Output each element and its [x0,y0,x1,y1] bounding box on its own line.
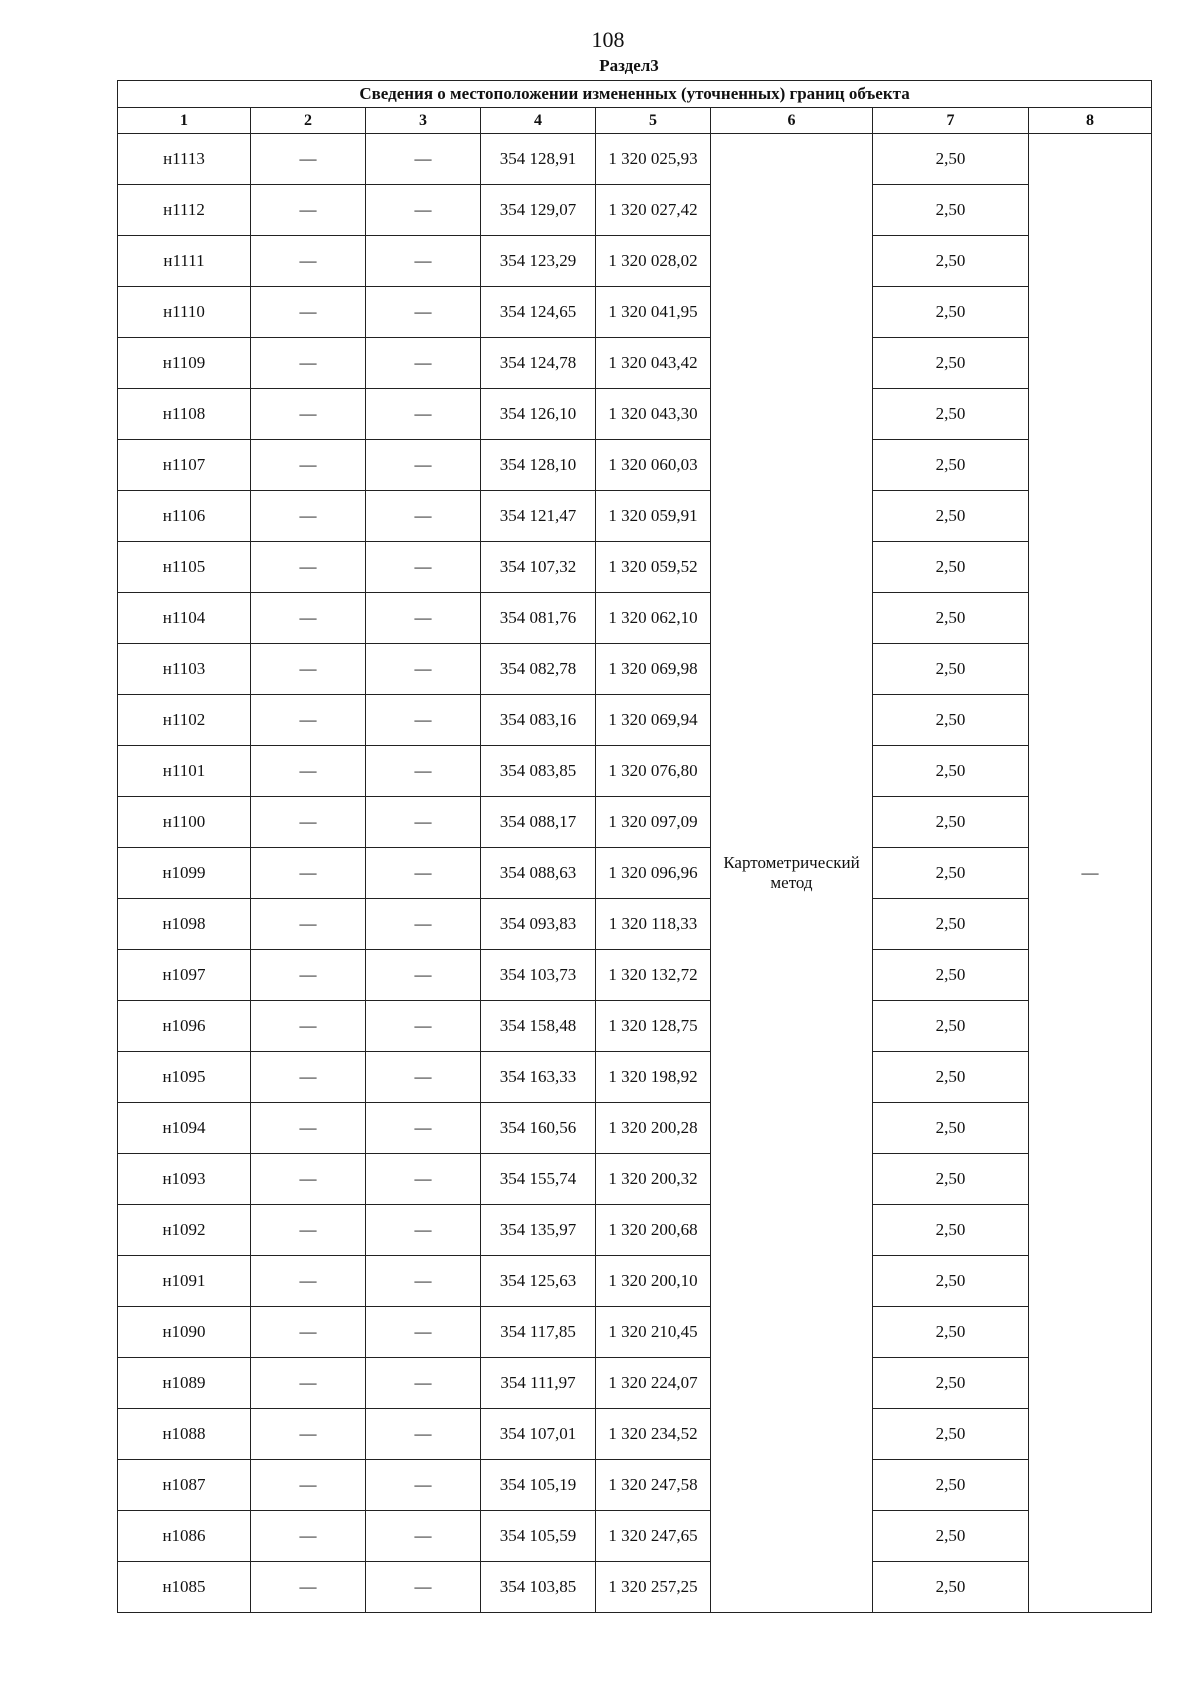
y-coordinate-cell: 1 320 097,09 [596,797,711,848]
y-coordinate-cell: 1 320 132,72 [596,950,711,1001]
column-2-cell: — [251,542,366,593]
x-coordinate-cell: 354 160,56 [481,1103,596,1154]
point-name-cell: н1095 [118,1052,251,1103]
x-coordinate-cell: 354 135,97 [481,1205,596,1256]
column-number-6: 6 [711,108,873,134]
column-3-cell: — [366,1307,481,1358]
y-coordinate-cell: 1 320 198,92 [596,1052,711,1103]
accuracy-cell: 2,50 [873,797,1029,848]
accuracy-cell: 2,50 [873,185,1029,236]
accuracy-cell: 2,50 [873,899,1029,950]
column-number-1: 1 [118,108,251,134]
y-coordinate-cell: 1 320 224,07 [596,1358,711,1409]
x-coordinate-cell: 354 081,76 [481,593,596,644]
y-coordinate-cell: 1 320 200,10 [596,1256,711,1307]
y-coordinate-cell: 1 320 096,96 [596,848,711,899]
column-3-cell: — [366,1001,481,1052]
x-coordinate-cell: 354 128,91 [481,134,596,185]
accuracy-cell: 2,50 [873,491,1029,542]
column-2-cell: — [251,1205,366,1256]
x-coordinate-cell: 354 121,47 [481,491,596,542]
y-coordinate-cell: 1 320 043,42 [596,338,711,389]
table-row [118,1511,1152,1562]
y-coordinate-cell: 1 320 200,28 [596,1103,711,1154]
table-row [118,236,1152,287]
column-2-cell: — [251,491,366,542]
x-coordinate-cell: 354 083,16 [481,695,596,746]
accuracy-cell: 2,50 [873,338,1029,389]
point-name-cell: н1085 [118,1562,251,1613]
column-2-cell: — [251,1460,366,1511]
point-name-cell: н1097 [118,950,251,1001]
accuracy-cell: 2,50 [873,695,1029,746]
point-name-cell: н1098 [118,899,251,950]
point-name-cell: н1100 [118,797,251,848]
table-row [118,542,1152,593]
table-row [118,593,1152,644]
table-row [118,1460,1152,1511]
x-coordinate-cell: 354 117,85 [481,1307,596,1358]
column-2-cell: — [251,1052,366,1103]
y-coordinate-cell: 1 320 025,93 [596,134,711,185]
accuracy-cell: 2,50 [873,746,1029,797]
column-2-cell: — [251,695,366,746]
point-name-cell: н1110 [118,287,251,338]
column-3-cell: — [366,1205,481,1256]
y-coordinate-cell: 1 320 128,75 [596,1001,711,1052]
x-coordinate-cell: 354 163,33 [481,1052,596,1103]
accuracy-cell: 2,50 [873,593,1029,644]
column-3-cell: — [366,1052,481,1103]
point-name-cell: н1087 [118,1460,251,1511]
column-2-cell: — [251,746,366,797]
column-number-7: 7 [873,108,1029,134]
accuracy-cell: 2,50 [873,1154,1029,1205]
table-body [118,134,1152,1613]
x-coordinate-cell: 354 155,74 [481,1154,596,1205]
point-name-cell: н1088 [118,1409,251,1460]
accuracy-cell: 2,50 [873,1052,1029,1103]
accuracy-cell: 2,50 [873,1460,1029,1511]
table-row [118,1562,1152,1613]
column-3-cell: — [366,185,481,236]
accuracy-cell: 2,50 [873,389,1029,440]
table-row [118,1409,1152,1460]
point-name-cell: н1102 [118,695,251,746]
column-number-8: 8 [1029,108,1152,134]
point-name-cell: н1096 [118,1001,251,1052]
table-row [118,389,1152,440]
column-3-cell: — [366,1256,481,1307]
section-title: Раздел3 [599,56,659,75]
point-name-cell: н1105 [118,542,251,593]
column-number-5: 5 [596,108,711,134]
column-2-cell: — [251,134,366,185]
column-2-cell: — [251,338,366,389]
accuracy-cell: 2,50 [873,1307,1029,1358]
table-row [118,287,1152,338]
y-coordinate-cell: 1 320 041,95 [596,287,711,338]
column-3-cell: — [366,1511,481,1562]
method-cell: Картометрический метод [711,134,873,1613]
accuracy-cell: 2,50 [873,1001,1029,1052]
y-coordinate-cell: 1 320 234,52 [596,1409,711,1460]
column-2-cell: — [251,797,366,848]
point-name-cell: н1099 [118,848,251,899]
column-3-cell: — [366,440,481,491]
column-number-4: 4 [481,108,596,134]
column-2-cell: — [251,950,366,1001]
table-row [118,1052,1152,1103]
column-3-cell: — [366,1103,481,1154]
accuracy-cell: 2,50 [873,440,1029,491]
table-row [118,1307,1152,1358]
column-2-cell: — [251,1154,366,1205]
point-name-cell: н1106 [118,491,251,542]
x-coordinate-cell: 354 107,32 [481,542,596,593]
x-coordinate-cell: 354 128,10 [481,440,596,491]
column-number-2: 2 [251,108,366,134]
column-3-cell: — [366,593,481,644]
column-3-cell: — [366,1409,481,1460]
point-name-cell: н1104 [118,593,251,644]
column-3-cell: — [366,848,481,899]
y-coordinate-cell: 1 320 027,42 [596,185,711,236]
column-2-cell: — [251,1409,366,1460]
x-coordinate-cell: 354 125,63 [481,1256,596,1307]
column-3-cell: — [366,797,481,848]
column-2-cell: — [251,899,366,950]
point-name-cell: н1092 [118,1205,251,1256]
column-2-cell: — [251,1103,366,1154]
column-3-cell: — [366,1358,481,1409]
y-coordinate-cell: 1 320 076,80 [596,746,711,797]
column-2-cell: — [251,1511,366,1562]
x-coordinate-cell: 354 111,97 [481,1358,596,1409]
table-row [118,440,1152,491]
column-3-cell: — [366,1154,481,1205]
table-row [118,797,1152,848]
x-coordinate-cell: 354 105,19 [481,1460,596,1511]
y-coordinate-cell: 1 320 200,32 [596,1154,711,1205]
column-3-cell: — [366,1460,481,1511]
table-row [118,491,1152,542]
table-row [118,644,1152,695]
x-coordinate-cell: 354 103,85 [481,1562,596,1613]
y-coordinate-cell: 1 320 210,45 [596,1307,711,1358]
column-3-cell: — [366,236,481,287]
y-coordinate-cell: 1 320 059,91 [596,491,711,542]
column-3-cell: — [366,644,481,695]
column-2-cell: — [251,1307,366,1358]
y-coordinate-cell: 1 320 043,30 [596,389,711,440]
accuracy-cell: 2,50 [873,848,1029,899]
table-row [118,950,1152,1001]
accuracy-cell: 2,50 [873,1409,1029,1460]
accuracy-cell: 2,50 [873,134,1029,185]
point-name-cell: н1094 [118,1103,251,1154]
x-coordinate-cell: 354 124,65 [481,287,596,338]
accuracy-cell: 2,50 [873,1103,1029,1154]
coordinates-table [117,80,1152,1613]
x-coordinate-cell: 354 093,83 [481,899,596,950]
point-name-cell: н1108 [118,389,251,440]
x-coordinate-cell: 354 124,78 [481,338,596,389]
column-3-cell: — [366,746,481,797]
table-row [118,1358,1152,1409]
column-3-cell: — [366,1562,481,1613]
column-2-cell: — [251,1256,366,1307]
y-coordinate-cell: 1 320 059,52 [596,542,711,593]
point-name-cell: н1091 [118,1256,251,1307]
point-name-cell: н1101 [118,746,251,797]
x-coordinate-cell: 354 126,10 [481,389,596,440]
accuracy-cell: 2,50 [873,644,1029,695]
point-name-cell: н1093 [118,1154,251,1205]
table-caption-row [118,81,1152,108]
column-2-cell: — [251,1001,366,1052]
column-2-cell: — [251,1562,366,1613]
point-name-cell: н1089 [118,1358,251,1409]
table-caption: Сведения о местоположении измененных (уточненных) границ объекта [118,81,1152,108]
accuracy-cell: 2,50 [873,236,1029,287]
y-coordinate-cell: 1 320 062,10 [596,593,711,644]
y-coordinate-cell: 1 320 247,65 [596,1511,711,1562]
column-2-cell: — [251,593,366,644]
column-3-cell: — [366,899,481,950]
accuracy-cell: 2,50 [873,1358,1029,1409]
column-3-cell: — [366,134,481,185]
column-3-cell: — [366,695,481,746]
y-coordinate-cell: 1 320 069,98 [596,644,711,695]
table-row [118,134,1152,185]
point-name-cell: н1113 [118,134,251,185]
column-2-cell: — [251,236,366,287]
y-coordinate-cell: 1 320 028,02 [596,236,711,287]
column-3-cell: — [366,950,481,1001]
accuracy-cell: 2,50 [873,1205,1029,1256]
x-coordinate-cell: 354 158,48 [481,1001,596,1052]
column-2-cell: — [251,848,366,899]
point-name-cell: н1109 [118,338,251,389]
point-name-cell: н1112 [118,185,251,236]
table-row [118,1256,1152,1307]
point-name-cell: н1111 [118,236,251,287]
table-row [118,1205,1152,1256]
column-2-cell: — [251,185,366,236]
point-name-cell: н1090 [118,1307,251,1358]
table-row [118,1001,1152,1052]
accuracy-cell: 2,50 [873,950,1029,1001]
x-coordinate-cell: 354 088,17 [481,797,596,848]
table-row [118,848,1152,899]
page-number: 108 [591,27,625,52]
column-numbers-row [118,108,1152,134]
table-row [118,1154,1152,1205]
table-row [118,1103,1152,1154]
point-name-cell: н1103 [118,644,251,695]
accuracy-cell: 2,50 [873,287,1029,338]
y-coordinate-cell: 1 320 247,58 [596,1460,711,1511]
x-coordinate-cell: 354 129,07 [481,185,596,236]
x-coordinate-cell: 354 088,63 [481,848,596,899]
column-number-3: 3 [366,108,481,134]
y-coordinate-cell: 1 320 069,94 [596,695,711,746]
accuracy-cell: 2,50 [873,1562,1029,1613]
table-row [118,338,1152,389]
table-row [118,899,1152,950]
x-coordinate-cell: 354 083,85 [481,746,596,797]
column-3-cell: — [366,287,481,338]
y-coordinate-cell: 1 320 257,25 [596,1562,711,1613]
point-name-cell: н1086 [118,1511,251,1562]
column-2-cell: — [251,287,366,338]
column-2-cell: — [251,440,366,491]
column-2-cell: — [251,644,366,695]
table-row [118,746,1152,797]
x-coordinate-cell: 354 123,29 [481,236,596,287]
column-3-cell: — [366,389,481,440]
x-coordinate-cell: 354 082,78 [481,644,596,695]
point-name-cell: н1107 [118,440,251,491]
y-coordinate-cell: 1 320 200,68 [596,1205,711,1256]
column-3-cell: — [366,542,481,593]
table-row [118,695,1152,746]
x-coordinate-cell: 354 107,01 [481,1409,596,1460]
column-8-cell: — [1029,134,1152,1613]
accuracy-cell: 2,50 [873,1511,1029,1562]
column-2-cell: — [251,1358,366,1409]
x-coordinate-cell: 354 105,59 [481,1511,596,1562]
y-coordinate-cell: 1 320 060,03 [596,440,711,491]
column-3-cell: — [366,491,481,542]
accuracy-cell: 2,50 [873,1256,1029,1307]
column-3-cell: — [366,338,481,389]
table-row [118,185,1152,236]
accuracy-cell: 2,50 [873,542,1029,593]
y-coordinate-cell: 1 320 118,33 [596,899,711,950]
column-2-cell: — [251,389,366,440]
x-coordinate-cell: 354 103,73 [481,950,596,1001]
